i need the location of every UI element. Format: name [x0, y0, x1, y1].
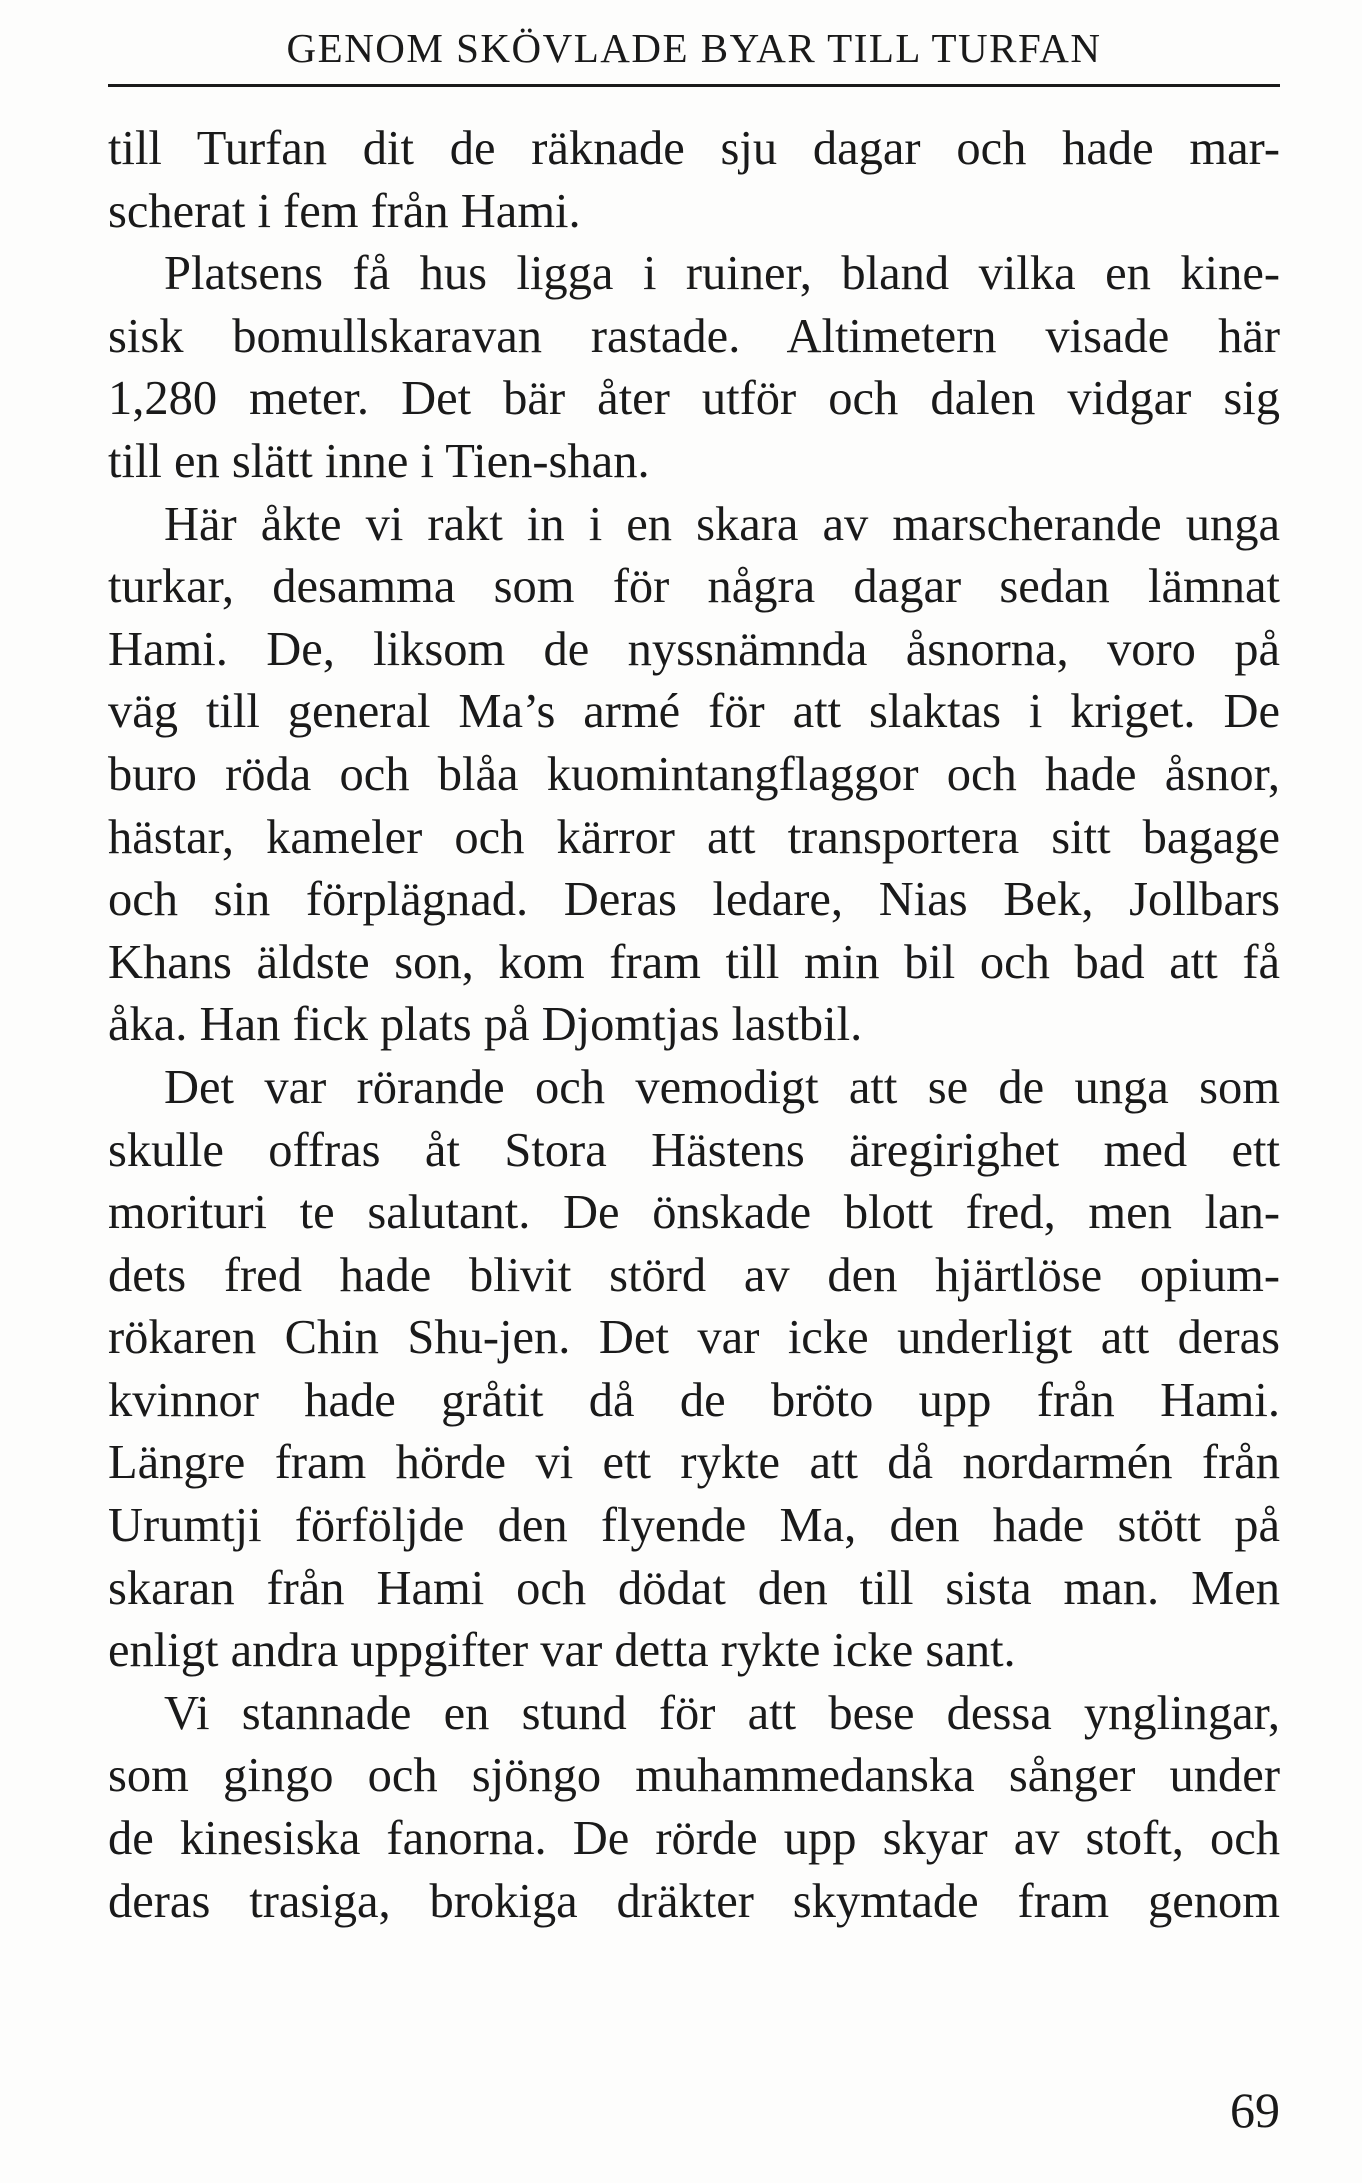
text-line: sisk bomullskaravan rastade. Altimetern visade här [108, 309, 1280, 363]
text-line: Här åkte vi rakt in i en skara av marscherande unga [164, 497, 1280, 551]
text-line: Platsens få hus ligga i ruiner, bland vilka en kine- [164, 247, 1280, 301]
text-line: Hami. De, liksom de nyssnämnda åsnorna, voro på [108, 622, 1280, 676]
body-text [108, 118, 1280, 1933]
text-line: skulle offras åt Stora Hästens äregirighet med ett [108, 1123, 1280, 1177]
text-line: åka. Han fick plats på Djomtjas lastbil. [108, 998, 863, 1052]
text-line: Khans äldste son, kom fram till min bil och bad att få [108, 935, 1280, 989]
text-line: 1,280 meter. Det bär åter utför och dalen vidgar sig [108, 372, 1280, 426]
text-line: och sin förplägnad. Deras ledare, Nias Bek, Jollbars [108, 873, 1280, 927]
text-line: till Turfan dit de räknade sju dagar och hade mar- [108, 122, 1280, 175]
text-line: buro röda och blåa kuomintangflaggor och hade åsnor, [108, 747, 1280, 801]
text-line: till en slätt inne i Tien-shan. [108, 434, 650, 488]
text-line: Urumtji förföljde den flyende Ma, den hade stött på [108, 1499, 1280, 1553]
text-line: turkar, desamma som för några dagar sedan lämnat [108, 560, 1280, 614]
text-line: som gingo och sjöngo muhammedanska sånger under [108, 1749, 1280, 1803]
text-line: rökaren Chin Shu-jen. Det var icke underligt att deras [108, 1311, 1280, 1365]
text-line: Längre fram hörde vi ett rykte att då nordarmén från [108, 1436, 1280, 1490]
text-line: Vi stannade en stund för att bese dessa ynglingar, [164, 1686, 1280, 1740]
text-line: väg till general Ma’s armé för att slaktas i kriget. De [108, 685, 1280, 739]
text-line: hästar, kameler och kärror att transportera sitt bagage [108, 810, 1280, 864]
text-line: kvinnor hade gråtit då de bröto upp från Hami. [108, 1373, 1280, 1427]
text-line: skaran från Hami och dödat den till sista man. Men [108, 1561, 1280, 1615]
text-line: enligt andra uppgifter var detta rykte icke sant. [108, 1624, 1016, 1678]
text-line: de kinesiska fanorna. De rörde upp skyar av stoft, och [108, 1812, 1280, 1866]
text-line: scherat i fem från Hami. [108, 184, 581, 238]
header-rule [108, 84, 1280, 87]
text-line: deras trasiga, brokiga dräkter skymtade fram genom [108, 1874, 1280, 1928]
running-head: GENOM SKÖVLADE BYAR TILL TURFAN [286, 25, 1102, 71]
page-number: 69 [1230, 2082, 1280, 2138]
text-line: Det var rörande och vemodigt att se de unga som [164, 1060, 1280, 1114]
text-line: dets fred hade blivit störd av den hjärtlöse opium- [108, 1248, 1280, 1302]
text-line: morituri te salutant. De önskade blott fred, men lan- [108, 1186, 1280, 1240]
